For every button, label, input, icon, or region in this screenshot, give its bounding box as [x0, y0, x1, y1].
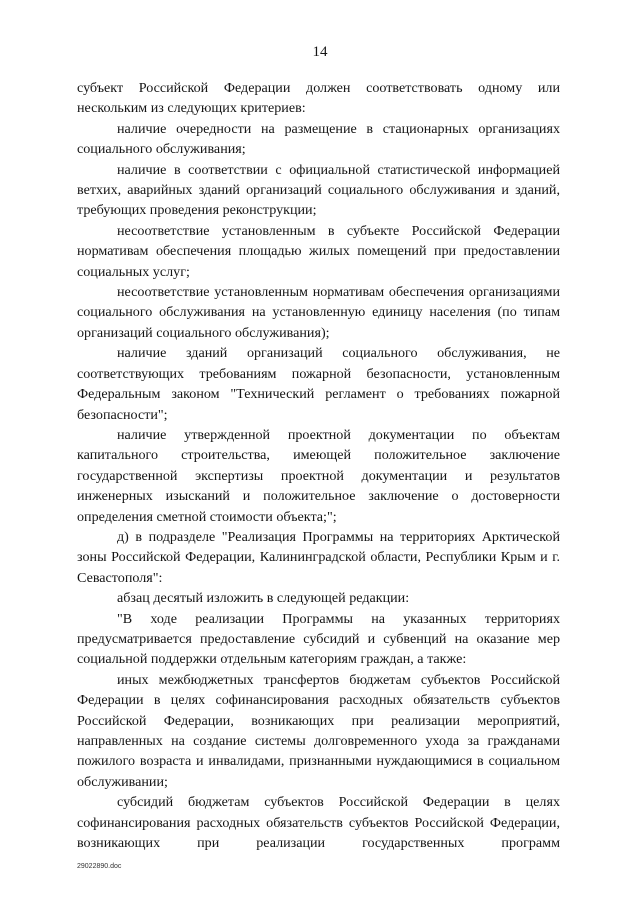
paragraph-project-documentation: наличие утвержденной проектной документации по объектам капитального строительства, имеющей положительное заключение государственной экспертизы проектной документации и результатов инженерных изысканий и положительное заключение о достоверности определения сметной стоимости объекта;"; — [77, 426, 560, 525]
document-file-reference: 29022890.doc — [77, 863, 122, 870]
paragraph-tenth-abzac: абзац десятый изложить в следующей редакции: — [117, 590, 410, 607]
paragraph-area-norms: несоответствие установленным в субъекте Российской Федерации нормативам обеспечения площадью жилых помещений при предоставлении социальных услуг; — [77, 222, 560, 280]
paragraph-criteria-intro: субъект Российской Федерации должен соответствовать одному или нескольким из следующих критериев: — [77, 80, 560, 117]
paragraph-quoted-start: "В ходе реализации Программы на указанных территориях предусматривается предоставление субсидий и субвенций на оказание мер социальной поддержки отдельным категориям граждан, а также: — [77, 610, 560, 668]
paragraph-dilapidated-buildings: наличие в соответствии с официальной статистической информацией ветхих, аварийных зданий организаций социального обслуживания и зданий, требующих проведения реконструкции; — [77, 161, 560, 219]
paragraph-subsection-d: д) в подразделе "Реализация Программы на территориях Арктической зоны Российской Федерации, Калининградской области, Республики Крым и г. Севастополя": — [77, 528, 560, 586]
page-number: 14 — [312, 44, 328, 60]
paragraph-subsidies: субсидий бюджетам субъектов Российской Федерации в целях софинансирования расходных обязательств субъектов Российской Федерации, возникающих при реализации государственных программ — [77, 794, 560, 852]
document-body — [77, 78, 560, 853]
paragraph-fire-safety: наличие зданий организаций социального обслуживания, не соответствующих требованиям пожарной безопасности, установленным Федеральным законом "Технический регламент о требованиях пожарной безопасности"; — [77, 345, 560, 423]
paragraph-interbudget-transfers: иных межбюджетных трансфертов бюджетам субъектов Российской Федерации в целях софинансирования расходных обязательств субъектов Российской Федерации, возникающих при реализации мероприятий, направленных на создание системы долговременного ухода за гражданами пожилого возраста и инвалидами, признанными нуждающимися в социальном обслуживании; — [77, 671, 560, 790]
paragraph-provision-norms: несоответствие установленным нормативам обеспечения организациями социального обслуживания на установленную единицу населения (по типам организаций социального обслуживания); — [77, 284, 560, 341]
paragraph-queue-criterion: наличие очередности на размещение в стационарных организациях социального обслуживания; — [77, 120, 560, 158]
